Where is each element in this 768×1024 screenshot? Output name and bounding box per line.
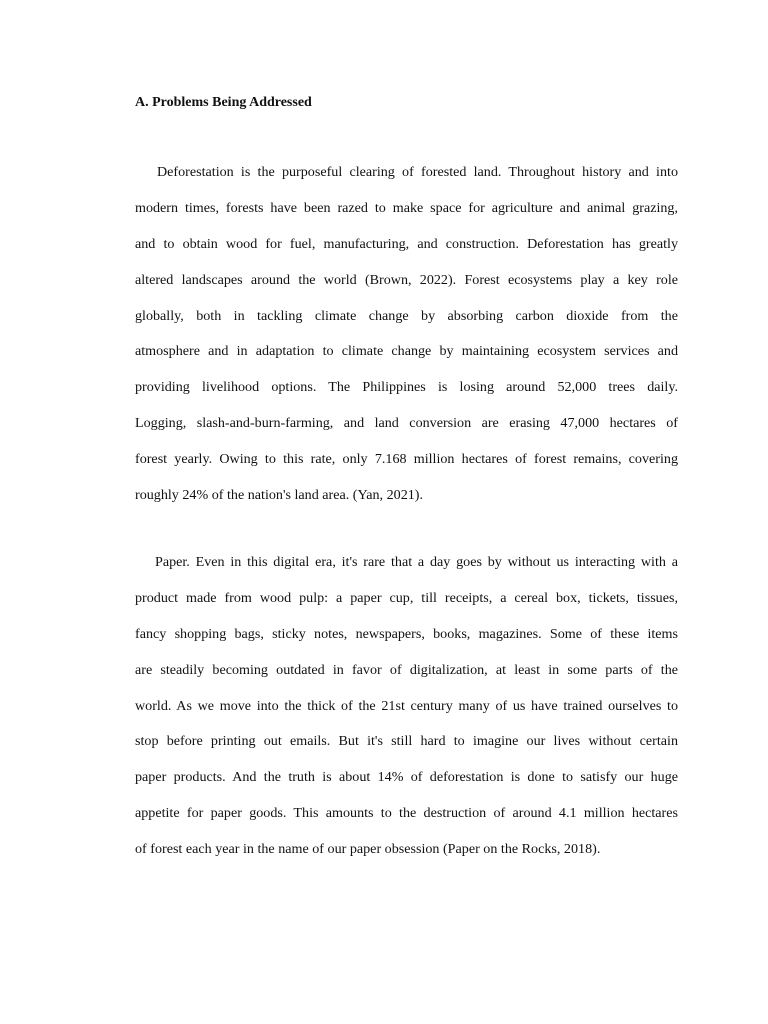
paragraph-line: Deforestation is the purposeful clearing of forested land. Throughout history and into — [157, 164, 678, 180]
paragraph-line: Paper. Even in this digital era, it's rare that a day goes by without us interacting with a — [155, 554, 678, 570]
paragraph-deforestation — [135, 155, 678, 514]
paragraph-line: of forest each year in the name of our paper obsession (Paper on the Rocks, 2018). — [135, 841, 601, 858]
paragraph-line: altered landscapes around the world (Brown, 2022). Forest ecosystems play a key role — [135, 271, 678, 288]
paragraph-line: are steadily becoming outdated in favor of digitalization, at least in some parts of the — [135, 661, 678, 678]
paragraph-line: modern times, forests have been razed to make space for agriculture and animal grazing, — [135, 199, 678, 216]
paragraph-line: stop before printing out emails. But it's still hard to imagine our lives without certain — [135, 733, 678, 750]
paragraph-line: paper products. And the truth is about 14% of deforestation is done to satisfy our huge — [135, 769, 678, 786]
paragraph-line: globally, both in tackling climate change by absorbing carbon dioxide from the — [135, 307, 678, 324]
paragraph-line: product made from wood pulp: a paper cup, till receipts, a cereal box, tickets, tissues, — [135, 589, 678, 606]
paragraph-line: fancy shopping bags, sticky notes, newspapers, books, magazines. Some of these items — [135, 625, 678, 642]
paragraph-line: atmosphere and in adaptation to climate change by maintaining ecosystem services and — [135, 343, 678, 360]
paragraph-line: and to obtain wood for fuel, manufacturing, and construction. Deforestation has greatly — [135, 235, 678, 252]
section-heading: A. Problems Being Addressed — [135, 95, 312, 110]
paragraph-line: roughly 24% of the nation's land area. (Yan, 2021). — [135, 487, 424, 504]
paragraph-line: appetite for paper goods. This amounts to the destruction of around 4.1 million hectares — [135, 805, 678, 822]
paragraph-line: forest yearly. Owing to this rate, only 7.168 million hectares of forest remains, covering — [135, 451, 678, 468]
paragraph-line: world. As we move into the thick of the 21st century many of us have trained ourselves to — [135, 697, 678, 714]
paragraph-paper — [135, 545, 678, 868]
paragraph-line: providing livelihood options. The Philippines is losing around 52,000 trees daily. — [135, 379, 678, 396]
paragraph-line: Logging, slash-and-burn-farming, and land conversion are erasing 47,000 hectares of — [135, 415, 678, 432]
